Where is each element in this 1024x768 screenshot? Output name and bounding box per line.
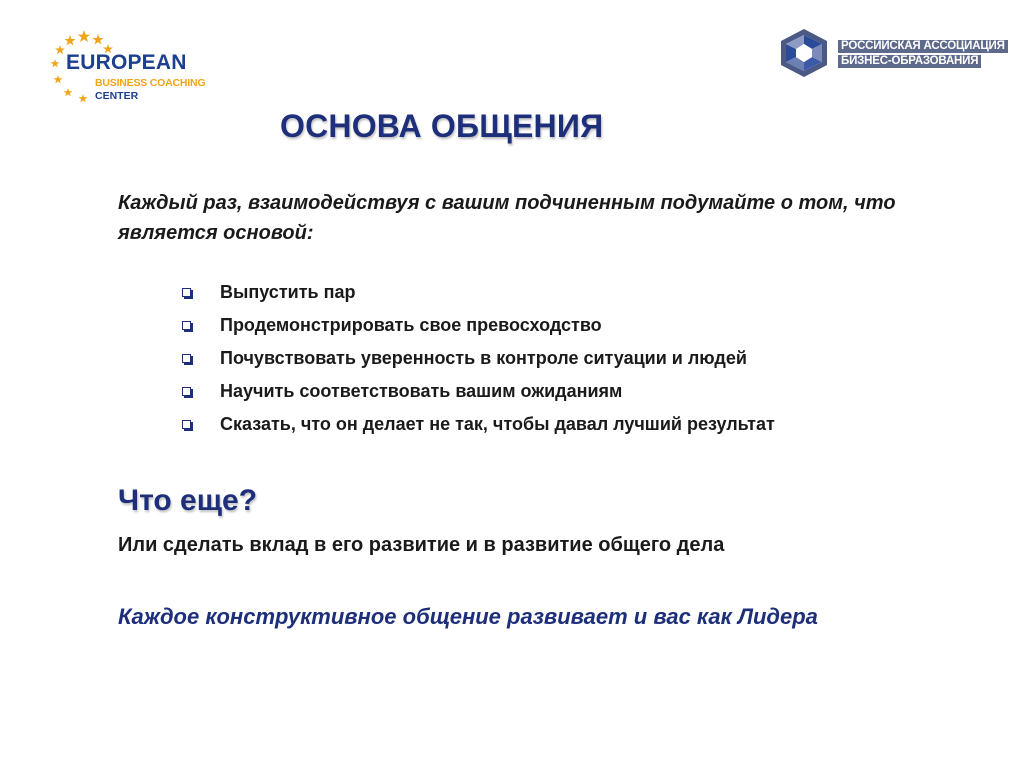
checkbox-bullet-icon <box>182 354 191 363</box>
aperture-emblem-icon <box>778 28 830 78</box>
logo-wordmark: EUROPEAN <box>66 51 187 74</box>
list-item <box>180 344 775 377</box>
checkbox-bullet-icon <box>182 321 191 330</box>
list-item <box>180 278 775 311</box>
bullet-list <box>180 278 775 443</box>
list-item-text: Почувствовать уверенность в контроле ситуации и людей <box>220 348 747 368</box>
slide-title: ОСНОВА ОБЩЕНИЯ <box>280 108 604 144</box>
list-item-text: Выпустить пар <box>220 282 356 302</box>
association-name-line-1: РОССИЙСКАЯ АССОЦИАЦИЯ <box>838 40 1008 53</box>
association-name-line-2: БИЗНЕС-ОБРАЗОВАНИЯ <box>838 55 981 68</box>
list-item <box>180 410 775 443</box>
list-item <box>180 311 775 344</box>
checkbox-bullet-icon <box>182 387 191 396</box>
rabe-association-logo <box>778 28 1005 78</box>
list-item-text: Научить соответствовать вашим ожиданиям <box>220 381 623 401</box>
sub-heading: Что еще? <box>118 484 258 517</box>
intro-text: Каждый раз, взаимодействуя с вашим подчиненным подумайте о том, что является основой: <box>118 192 896 244</box>
checkbox-bullet-icon <box>182 288 191 297</box>
list-item-text: Сказать, что он делает не так, чтобы давал лучший результат <box>220 414 775 434</box>
list-item <box>180 377 775 410</box>
logo-subtitle-2: CENTER <box>95 90 139 102</box>
checkbox-bullet-icon <box>182 420 191 429</box>
logo-subtitle: BUSINESS COACHING <box>95 77 206 89</box>
conclusion-text: Каждое конструктивное общение развивает и вас как Лидера <box>118 604 818 629</box>
list-item-text: Продемонстрировать свое превосходство <box>220 315 602 335</box>
statement-text: Или сделать вклад в его развитие и в развитие общего дела <box>118 534 725 556</box>
european-business-coaching-logo <box>48 28 218 108</box>
